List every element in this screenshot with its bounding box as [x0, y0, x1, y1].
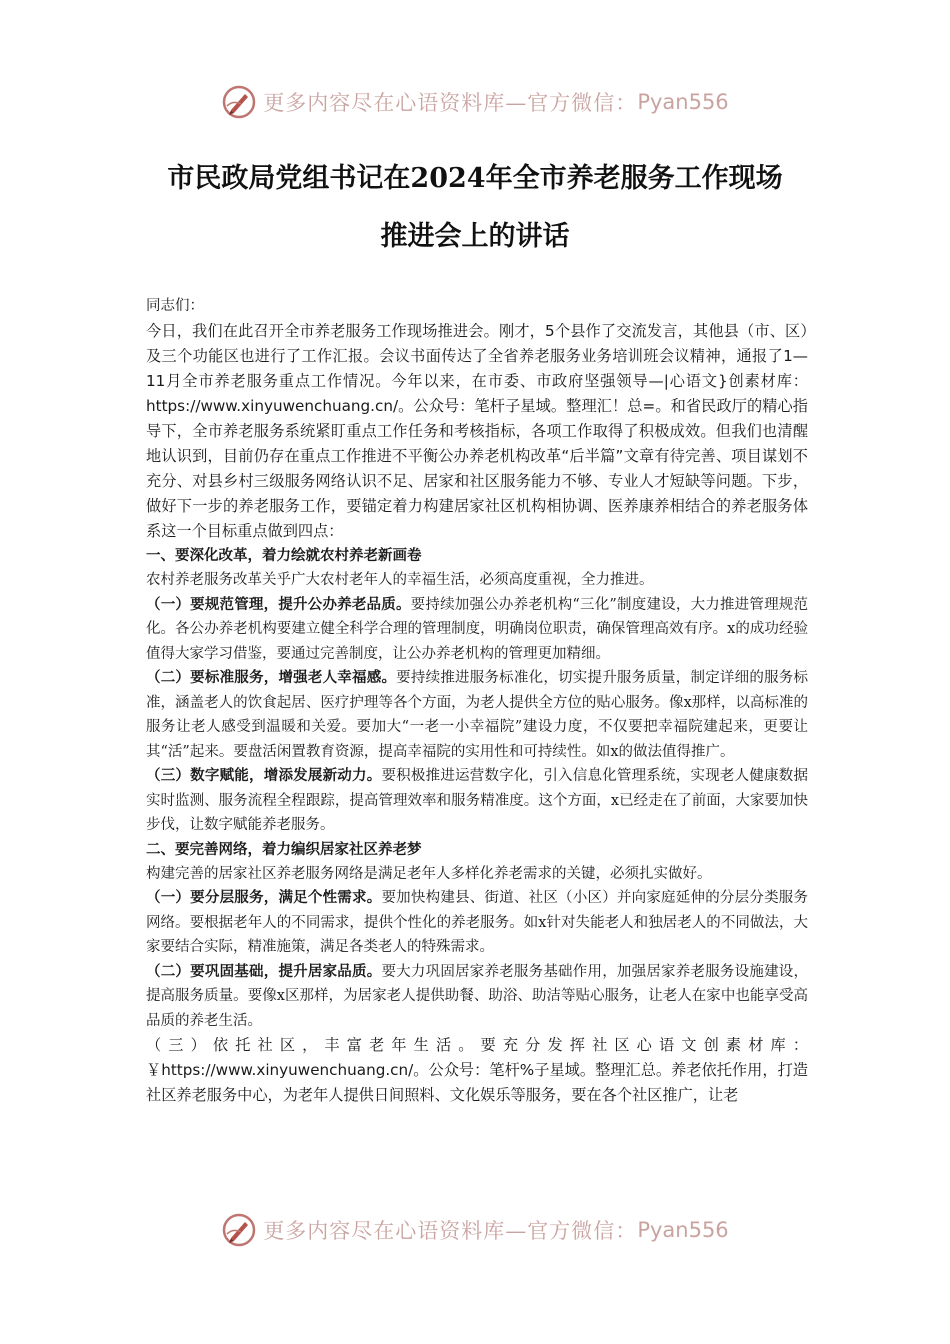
- watermark-wechat-id: Pyan556: [637, 90, 729, 114]
- item-lead: （一）要规范管理，提升公办养老品质。: [146, 596, 411, 613]
- section-1-heading: 一、要深化改革，着力绘就农村养老新画卷: [146, 548, 422, 564]
- watermark-footer: [0, 1210, 950, 1250]
- watermark-text: 更多内容尽在心语资料库—官方微信：: [263, 91, 638, 115]
- greeting: 同志们：: [146, 298, 204, 314]
- section-2-item-1: [146, 886, 808, 960]
- section-2-item-2: [146, 960, 808, 1034]
- item-lead: （二）要巩固基础，提升居家品质。: [146, 963, 382, 980]
- pen-logo-icon: [221, 84, 257, 120]
- item-lead: （二）要标准服务，增强老人幸福感。: [146, 670, 397, 686]
- section-1-summary: 农村养老服务改革关乎广大农村老年人的幸福生活，必须高度重视，全力推进。: [146, 572, 654, 588]
- item-lead: （一）要分层服务，满足个性需求。: [146, 890, 382, 906]
- section-1-item-2: [146, 666, 808, 764]
- item-text: 要持续加强公办养老机构“三化”制度建设，大力推进管理规范化。各公办养老机构要建立健全科学合理的管理制度，明确岗位职责，确保管理高效有序。x的成功经验值得大家学习借鉴，要通过完善制度，让公办养老机构的管理更加精细。: [146, 596, 808, 662]
- section-2-heading: 二、要完善网络，着力编织居家社区养老梦: [146, 841, 422, 858]
- item-lead: （三）数字赋能，增添发展新动力。: [146, 768, 382, 784]
- watermark-wechat-id: Pyan556: [637, 1218, 729, 1242]
- item-text: 要积极推进运营数字化，引入信息化管理系统，实现老人健康数据实时监测、服务流程全程跟踪，提高管理效率和服务精准度。这个方面，x已经走在了前面，大家要加快步伐，让数字赋能养老服务。: [146, 768, 808, 833]
- section-2-summary: 构建完善的居家社区养老服务网络是满足老年人多样化养老需求的关键，必须扎实做好。: [146, 865, 712, 882]
- pen-logo-icon: [221, 1212, 257, 1248]
- item-text: 要持续推进服务标准化，切实提升服务质量，制定详细的服务标准，涵盖老人的饮食起居、医疗护理等各个方面，为老人提供全方位的贴心服务。像x那样，以高标准的服务让老人感受到温暖和关爱。要加大“一老一小幸福院”建设力度，不仅要把幸福院建起来，更要让其“活”起来。要盘活闲置教育资源，提高幸福院的实用性和可持续性。如x的做法值得推广。: [146, 670, 808, 760]
- intro-paragraph: 今日，我们在此召开全市养老服务工作现场推进会。刚才，5个县作了交流发言，其他县（市、区）及三个功能区也进行了工作汇报。会议书面传达了全省养老服务业务培训班会议精神，通报了1—11月全市养老服务重点工作情况。今年以来，在市委、市政府坚强领导—|心语文}创素材库：https://www.xinyuwenchuang.cn/。公众号：笔杆子星域。整理汇！总=。和省民政厅的精心指导下，全市养老服务系统紧盯重点工作任务和考核指标，各项工作取得了积极成效。但我们也清醒地认识到，目前仍存在重点工作推进不平衡公办养老机构改革“后半篇”文章有待完善、项目谋划不充分、对县乡村三级服务网络认识不足、居家和社区服务能力不够、专业人才短缺等问题。下步，做好下一步的养老服务工作，要锚定着力构建居家社区机构相协调、医养康养相结合的养老服务体系这一个目标重点做到四点：: [146, 322, 808, 540]
- title-line-1: 市民政局党组书记在2024年全市养老服务工作现场: [167, 163, 783, 194]
- document-body: [146, 294, 808, 1108]
- section-1-item-3: [146, 764, 808, 838]
- document-title: [0, 150, 950, 266]
- item-text: 要大力巩固居家养老服务基础作用，加强居家养老服务设施建设，提高服务质量。要像x区那样，为居家老人提供助餐、助浴、助洁等贴心服务，让老人在家中也能享受高品质的养老生活。: [146, 963, 808, 1029]
- watermark-header: [0, 82, 950, 122]
- section-1-item-1: [146, 593, 808, 667]
- section-2-item-3: （三）依托社区，丰富老年生活。要充分发挥社区心语文创素材库：￥https://www.xinyuwenchuang.cn/。公众号：笔杆%子星域。整理汇总。养老依托作用，打造社区养老服务中心，为老年人提供日间照料、文化娱乐等服务，要在各个社区推广，让老: [146, 1036, 808, 1104]
- watermark-text: 更多内容尽在心语资料库—官方微信：: [263, 1219, 638, 1243]
- title-line-2: 推进会上的讲话: [380, 221, 570, 252]
- item-text: 要加快构建县、街道、社区（小区）并向家庭延伸的分层分类服务网络。要根据老年人的不同需求，提供个性化的养老服务。如x针对失能老人和独居老人的不同做法，大家要结合实际，精准施策，满足各类老人的特殊需求。: [146, 890, 808, 955]
